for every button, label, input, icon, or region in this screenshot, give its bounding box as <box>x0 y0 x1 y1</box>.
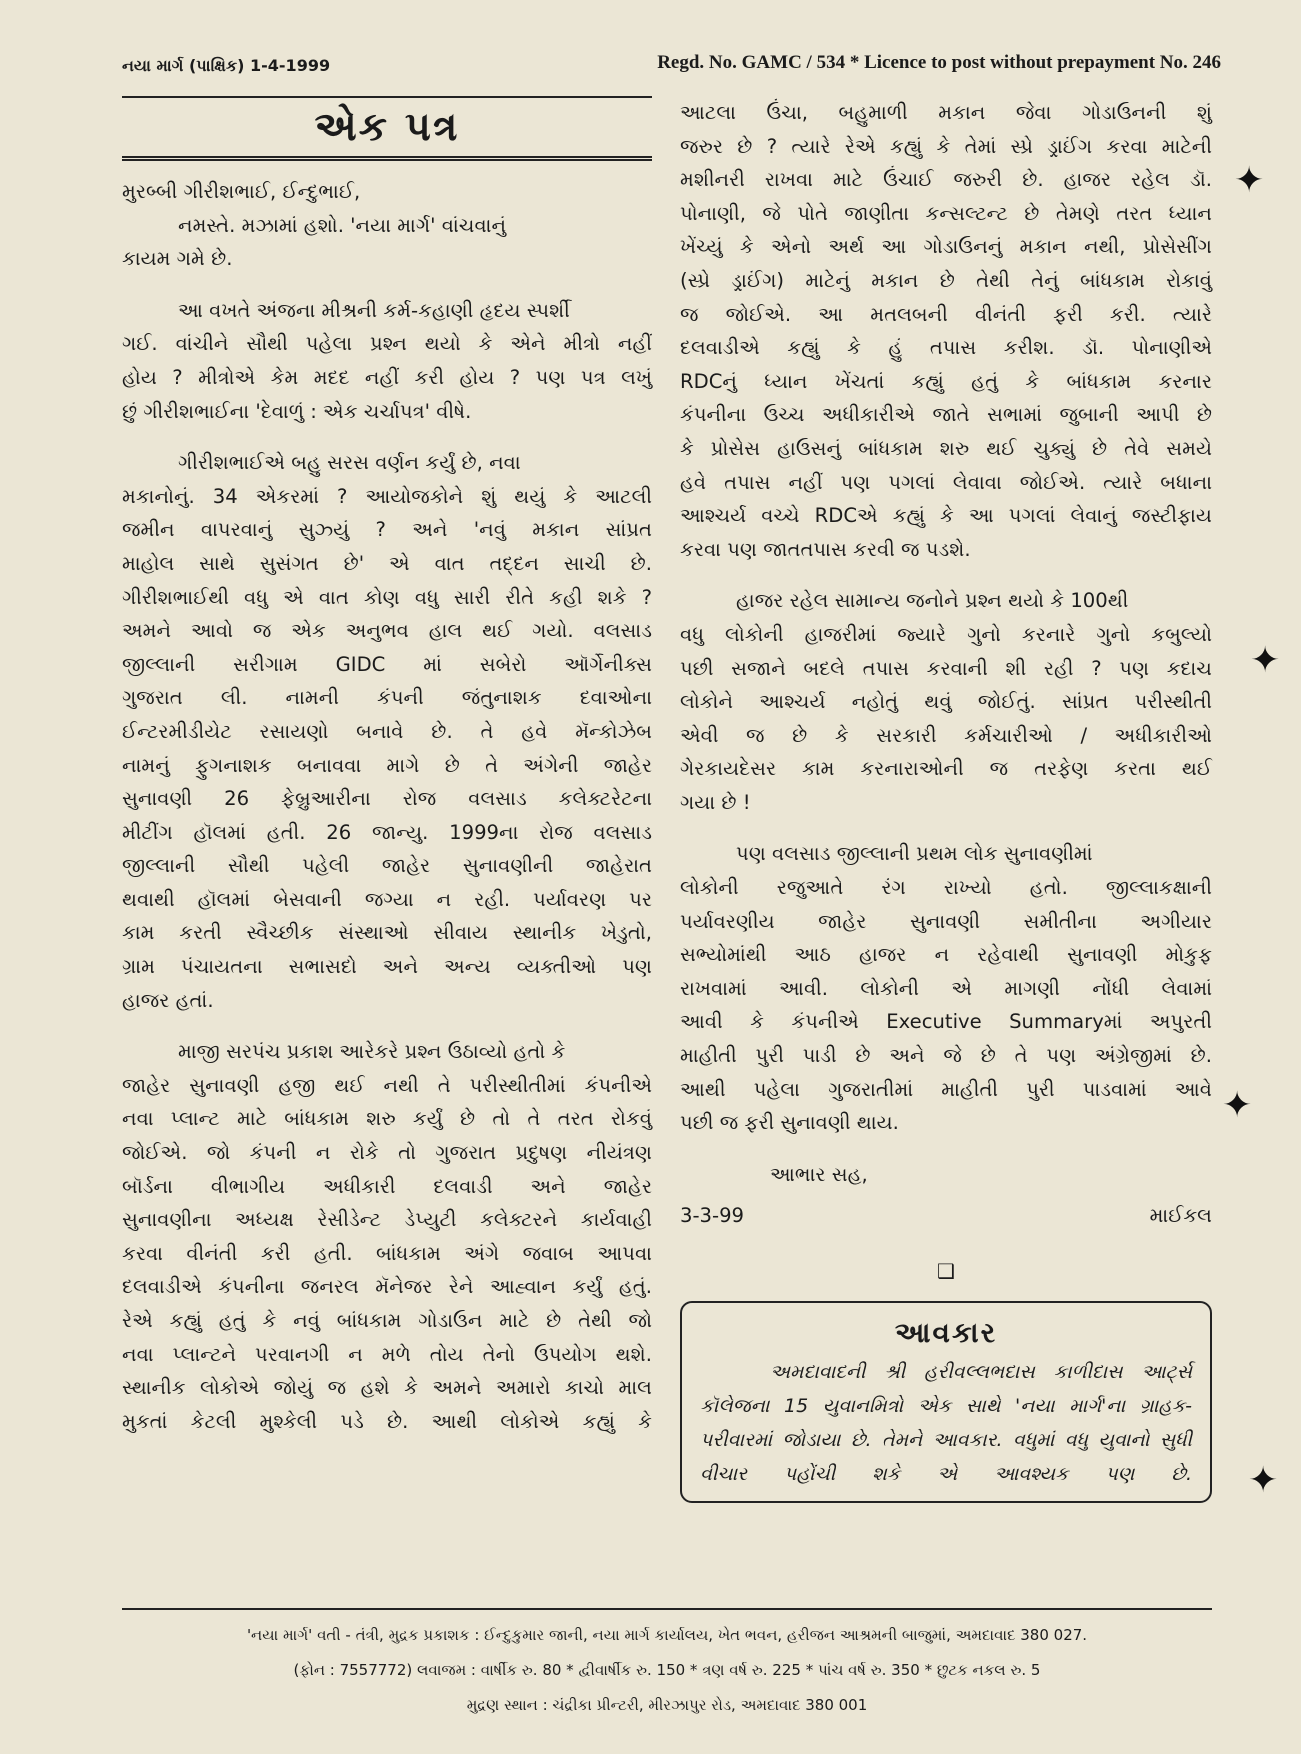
text-line: જાહેર સુનાવણી હજી થઈ નથી તે પરીસ્થીતીમાં કંપનીએ <box>122 1073 652 1097</box>
text-line: ગ્રામ પંચાયતના સભાસદો અને અન્ય વ્યક્તીઓ પણ <box>122 955 652 979</box>
text-line: દલવાડીએ કહ્યું કે હું તપાસ કરીશ. ડૉ. પોનાણીએ <box>680 336 1212 360</box>
text-line: કરવા પણ જાતતપાસ કરવી જ પડશે. <box>680 537 971 561</box>
text-line: મશીનરી રાખવા માટે ઉંચાઈ જરુરી છે. હાજર રહેલ ડૉ. <box>680 168 1212 192</box>
text-line: રાખવામાં આવી. લોકોની એ માગણી નોંધી લેવામાં <box>680 976 1212 1000</box>
text-line: ગુજરાત લી. નામની કંપની જંતુનાશક દવાઓના <box>122 686 652 710</box>
binding-hole-mark-icon: ✦ <box>1234 160 1265 201</box>
right-column <box>680 96 1212 1503</box>
text-line: માજી સરપંચ પ્રકાશ આરેકરે પ્રશ્ન ઉઠાવ્યો હતો કે <box>178 1040 566 1064</box>
text-line: લોકોની રજુઆતે રંગ રાખ્યો હતો. જીલ્લાકક્ષાની <box>680 876 1212 900</box>
text-line: ખેંચ્યું કે એનો અર્થ આ ગોડાઉનનું મકાન નથી, પ્રોસેસીંગ <box>680 235 1212 259</box>
text-line: હાજર રહેલ સામાન્ય જનોને પ્રશ્ન થયો કે 100થી <box>736 589 1129 613</box>
text-line: મીટીંગ હૉલમાં હતી. 26 જાન્યુ. 1999ના રોજ વલસાડ <box>122 820 652 844</box>
text-line: એવી જ છે કે સરકારી કર્મચારીઓ / અધીકારીઓ <box>680 723 1212 747</box>
text-line: આટલા ઉંચા, બહુમાળી મકાન જેવા ગોડાઉનની શું <box>680 101 1212 124</box>
text-line: બૉર્ડના વીભાગીય અધીકારી દલવાડી અને જાહેર <box>122 1174 652 1198</box>
title-bottom-rule <box>122 156 652 161</box>
text-line: મકાનોનું. 34 એકરમાં ? આયોજકોને શું થયું કે આટલી <box>122 484 652 508</box>
text-line: જમીન વાપરવાનું સુઝ્યું ? અને 'નવું મકાન સાંપ્રત <box>122 518 652 542</box>
page-header-left: નયા માર્ગ (પાક્ષિક) 1-4-1999 <box>122 56 331 75</box>
text-line: આવી કે કંપનીએ Executive Summaryમાં અપુરતી <box>680 1010 1212 1034</box>
left-column <box>122 96 652 1438</box>
text-line: પણ વલસાડ જીલ્લાની પ્રથમ લોક સુનાવણીમાં <box>736 842 1093 866</box>
text-line: પછી સજાને બદલે તપાસ કરવાની શી રહી ? પણ કદાચ <box>680 656 1212 680</box>
end-of-article-mark: ❑ <box>937 1259 955 1283</box>
text-line: નવા પ્લાન્ટ માટે બાંધકામ શરુ કર્યું છે તો તે તરત રોકવું <box>122 1107 652 1131</box>
text-line: જરુર છે ? ત્યારે રેએ કહ્યું કે તેમાં સ્પ્રે ડ્રાઈંગ કરવા માટેની <box>680 134 1212 158</box>
text-line: માહીતી પુરી પાડી છે અને જે છે તે પણ અંગ્રેજીમાં છે. <box>680 1044 1212 1068</box>
text-line: જોઈએ. જો કંપની ન રોકે તો ગુજરાત પ્રદુષણ નીયંત્રણ <box>122 1141 652 1165</box>
text-line: ઈન્ટરમીડીયેટ રસાયણો બનાવે છે. તે હવે મૅન્કોઝેબ <box>122 719 652 743</box>
notice-body: અમદાવાદની શ્રી હરીવલ્લભદાસ કાળીદાસ આર્ટ્સ કૉલેજના 15 યુવાનમિત્રો એક સાથે 'નયા માર્ગ'ના ગ્રાહક-પરીવારમાં જોડાયા છે. તેમને આવકાર. વધુમાં વધુ યુવાનો સુધી વીચાર પહોંચી શકે એ આવશ્યક પણ છે. <box>700 1360 1192 1485</box>
binding-hole-mark-icon: ✦ <box>1248 1460 1279 1501</box>
text-line: હોય ? મીત્રોએ કેમ મદદ નહીં કરી હોય ? પણ પત્ર લખું <box>122 365 652 389</box>
text-line: હાજર હતાં. <box>122 988 214 1012</box>
text-line: (સ્પ્રે ડ્રાઈંગ) માટેનું મકાન છે તેથી તેનું બાંધકામ રોકાવું <box>680 268 1212 292</box>
binding-hole-mark-icon: ✦ <box>1250 640 1281 681</box>
text-line: સુનાવણીના અધ્યક્ષ રેસીડેન્ટ ડેપ્યુટી કલેક્ટરને કાર્યવાહી <box>122 1208 652 1232</box>
text-line: હવે તપાસ નહીં પણ પગલાં લેવાવા જોઈએ. ત્યારે બધાના <box>680 470 1212 494</box>
text-line: સ્થાનીક લોકોએ જોયું જ હશે કે અમને અમારો કાચો માલ <box>122 1376 652 1400</box>
text-line: સભ્યોમાંથી આઠ હાજર ન રહેવાથી સુનાવણી મોકુફ <box>680 943 1212 967</box>
text-line: જીલ્લાની સૌથી પહેલી જાહેર સુનાવણીની જાહેરાત <box>122 854 652 878</box>
text-line: નવા પ્લાન્ટને પરવાનગી ન મળે તોય તેનો ઉપયોગ થશે. <box>122 1342 652 1366</box>
text-line: લોકોને આશ્ચર્ય નહોતું થવું જોઈતું. સાંપ્રત પરીસ્થીતી <box>680 690 1212 714</box>
article-title: એક પત્ર <box>314 104 460 150</box>
page-footer <box>122 1618 1212 1723</box>
letter-date: 3-3-99 <box>680 1204 745 1228</box>
text-line: રેએ કહ્યું હતું કે નવું બાંધકામ ગોડાઉન માટે છે તેથી જો <box>122 1309 652 1332</box>
text-line: મુકતાં કેટલી મુશ્કેલી પડે છે. આથી લોકોએ કહ્યું કે <box>122 1409 652 1433</box>
text-line: RDCનું ધ્યાન ખેંચતાં કહ્યું હતું કે બાંધકામ કરનાર <box>680 369 1212 393</box>
text-line: સુનાવણી 26 ફેબ્રુઆરીના રોજ વલસાડ કલેક્ટરેટના <box>122 787 652 811</box>
text-line: ગયા છે ! <box>680 790 751 814</box>
text-line: ગીરીશભાઈએ બહુ સરસ વર્ણન કર્યું છે, નવા <box>178 451 521 475</box>
text-line: આશ્ચર્ય વચ્ચે RDCએ કહ્યું કે આ પગલાં લેવાનું જસ્ટીફાય <box>680 504 1212 528</box>
signature-row <box>680 1199 1212 1233</box>
text-line: જ જોઈએ. આ મતલબની વીનંતી ફરી કરી. ત્યારે <box>680 302 1212 326</box>
footer-rule <box>122 1608 1212 1610</box>
welcome-notice-box <box>680 1301 1212 1503</box>
text-line: કામ કરતી સ્વૈચ્છીક સંસ્થાઓ સીવાય સ્થાનીક ખેડુતો, <box>122 921 652 945</box>
text-line: છું ગીરીશભાઈના 'દેવાળું : એક ચર્ચાપત્ર' વીષે. <box>122 399 472 423</box>
binding-hole-mark-icon: ✦ <box>1222 1085 1253 1126</box>
text-line: માહોલ સાથે સુસંગત છે' એ વાત તદ્દન સાચી છે. <box>122 551 652 575</box>
closing-line: આભાર સહ, <box>770 1162 868 1186</box>
footer-line-publisher: 'નયા માર્ગ' વતી - તંત્રી, મુદ્રક પ્રકાશક : ઈન્દુકુમાર જાની, નયા માર્ગ કાર્યાલય, ખેત ભવન, હરીજન આશ્રમની બાજુમાં, અમદાવાદ 380 027. <box>246 1626 1088 1644</box>
text-line: પછી જ ફરી સુનાવણી થાય. <box>680 1111 899 1135</box>
text-line: કરવા વીનંતી કરી હતી. બાંધકામ અંગે જવાબ આપવા <box>122 1241 652 1265</box>
footer-line-printer: મુદ્રણ સ્થાન : ચંદ્રીકા પ્રીન્ટરી, મીરઝાપુર રોડ, અમદાવાદ 380 001 <box>466 1696 868 1714</box>
notice-title: આવકાર <box>894 1315 998 1349</box>
text-line: આથી પહેલા ગુજરાતીમાં માહીતી પુરી પાડવામાં આવે <box>680 1077 1212 1101</box>
text-line: કે પ્રોસેસ હાઉસનું બાંધકામ શરુ થઈ ચુક્યું છે તેવે સમયે <box>680 436 1212 460</box>
text-line: અમને આવો જ એક અનુભવ હાલ થઈ ગયો. વલસાડ <box>122 619 652 643</box>
text-line: કાયમ ગમે છે. <box>122 247 233 271</box>
text-line: પોનાણી, જે પોતે જાણીતા કન્સલ્ટન્ટ છે તેમણે તરત ધ્યાન <box>680 201 1212 225</box>
text-line: નામનું ફુગનાશક બનાવવા માગે છે તે અંગેની જાહેર <box>122 753 652 777</box>
text-line: જીલ્લાની સરીગામ GIDC માં સબેરો ઑર્ગેનીક્સ <box>122 652 652 676</box>
text-line: પર્યાવરણીય જાહેર સુનાવણી સમીતીના અગીયાર <box>680 909 1212 933</box>
text-line: દલવાડીએ કંપનીના જનરલ મૅનેજર રેને આહ્વાન કર્યું હતું. <box>122 1275 652 1299</box>
text-line: નમસ્તે. મઝામાં હશો. 'નયા માર્ગ' વાંચવાનું <box>178 213 507 237</box>
text-line: થવાથી હૉલમાં બેસવાની જગ્યા ન રહી. પર્યાવરણ પર <box>122 887 652 911</box>
text-line: કંપનીના ઉચ્ચ અધીકારીએ જાતે સભામાં જુબાની આપી છે <box>680 403 1212 427</box>
footer-line-subscription: (ફોન : 7557772) લવાજમ : વાર્ષીક રુ. 80 * દ્વીવાર્ષીક રુ. 150 * ત્રણ વર્ષ રુ. 225 * પાંચ વર્ષ રુ. 350 * છુટક નકલ રુ. 5 <box>293 1661 1041 1679</box>
text-line: આ વખતે અંજના મીશ્રની કર્મ-કહાણી હૃદય સ્પર્શી <box>178 298 570 322</box>
text-line: ગીરીશભાઈથી વધુ એ વાત કોણ વધુ સારી રીતે કહી શકે ? <box>122 585 652 609</box>
text-line: ગેરકાયદેસર કામ કરનારાઓની જ તરફેણ કરતા થઈ <box>680 757 1212 781</box>
text-line: વધુ લોકોની હાજરીમાં જ્યારે ગુનો કરનારે ગુનો કબુલ્યો <box>680 622 1212 646</box>
salutation-line: મુરબ્બી ગીરીશભાઈ, ઈન્દુભાઈ, <box>122 180 361 203</box>
text-line: ગઈ. વાંચીને સૌથી પહેલા પ્રશ્ન થયો કે એને મીત્રો નહીં <box>122 332 652 356</box>
page-header-right: Regd. No. GAMC / 534 * Licence to post without prepayment No. 246 <box>657 52 1221 73</box>
letter-signature: માઈકલ <box>1149 1204 1212 1228</box>
